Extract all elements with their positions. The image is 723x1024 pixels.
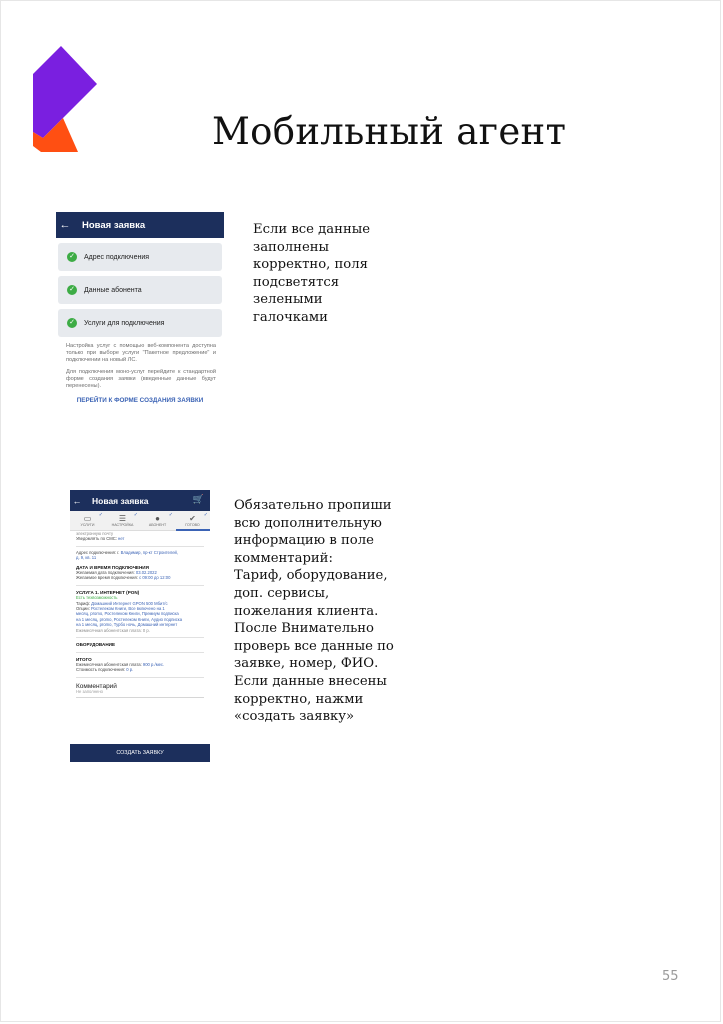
summary-line: на 1 месяц, promo, Ростелеком Книги, Аудио подписка	[76, 616, 183, 622]
summary-value: с 09:00 до 12:00	[139, 575, 171, 581]
step-subscriber[interactable]	[140, 511, 175, 530]
availability-status: Есть техвозможность	[76, 595, 118, 601]
check-icon: ✓	[203, 512, 208, 518]
request-summary	[70, 531, 210, 698]
summary-key: Уведомлять по СМС:	[76, 536, 119, 542]
check-circle-icon: ✓	[67, 318, 77, 328]
section-heading: УСЛУГА 1. ИНТЕРНЕТ (PON)	[76, 589, 140, 595]
cart-icon[interactable]: 🛒	[192, 494, 204, 504]
check-icon: ✓	[168, 512, 173, 518]
field-label: Данные абонента	[84, 286, 142, 294]
comment-label: Комментарий	[76, 682, 117, 690]
section-heading: ОБОРУДОВАНИЕ	[76, 642, 116, 648]
company-logo	[33, 46, 97, 152]
caption-green-checks: Если все данные заполнены корректно, поля подсветятся зелеными галочками	[253, 222, 371, 325]
section-heading: ДАТА И ВРЕМЯ ПОДКЛЮЧЕНИЯ	[76, 564, 149, 570]
summary-line	[76, 667, 204, 672]
field-services[interactable]	[58, 309, 222, 337]
summary-key: Опции:	[76, 606, 91, 612]
screen-title: Новая заявка	[82, 219, 146, 231]
arrow-left-icon[interactable]: ←	[72, 495, 82, 506]
summary-value: 03.02.2022	[135, 570, 157, 576]
summary-line: Ежемесячная абонентская плата: 0 р.	[76, 627, 150, 633]
field-address[interactable]	[58, 243, 222, 271]
page-number: 55	[662, 969, 679, 984]
divider	[76, 677, 204, 678]
active-step-indicator	[176, 529, 210, 531]
divider	[76, 585, 204, 586]
step-label: ГОТОВО	[185, 522, 200, 527]
summary-value: нет	[118, 536, 125, 542]
check-circle-icon: ✓	[67, 252, 77, 262]
person-icon: ●	[155, 513, 160, 523]
stepper	[70, 511, 210, 531]
caption-fill-comment: Обязательно пропиши всю дополнительную информацию в поле комментарий: Тариф, оборудование, доп. сервисы, пожелания клиента. После Внимательно проверь все данные по заявке, номер, ФИО. Если данные внесены корректно, нажми «создать заявку»	[234, 498, 394, 725]
screenshot-new-request-summary	[70, 490, 210, 762]
comment-underline	[76, 697, 204, 698]
screen-title: Новая заявка	[92, 495, 149, 506]
divider	[76, 637, 204, 638]
step-label: АБОНЕНТ	[148, 522, 167, 527]
summary-key: Желаемое время подключения:	[76, 575, 140, 581]
summary-value: 900 р./мес.	[142, 661, 165, 667]
summary-line: на 1 месяц, promo, Турбо ночь, Домашний интернет	[76, 622, 178, 628]
summary-value: Домашний Интернет GPON 500 Мбит/с	[91, 600, 168, 606]
sliders-icon: ☰	[118, 513, 127, 523]
arrow-left-icon[interactable]: ←	[59, 219, 71, 231]
summary-line: д. 9, кв. 11	[76, 555, 97, 561]
summary-line	[76, 575, 204, 580]
slide-title: Мобильный агент	[212, 110, 567, 153]
comment-input[interactable]: Не заполнено	[76, 689, 103, 695]
summary-line: месяц, promo, Ростелеком Книги, Премиум подписка	[76, 611, 179, 617]
go-to-standard-form-link[interactable]: ПЕРЕЙТИ К ФОРМЕ СОЗДАНИЯ ЗАЯВКИ	[76, 397, 204, 404]
info-note: Для подключения моно-услуг перейдите к стандартной форме создания заявки (введенные данные будут перенесены).	[66, 369, 216, 389]
app-bar	[70, 490, 210, 511]
summary-value: Владимир, пр-кт Строителей,	[120, 549, 179, 555]
check-circle-icon: ✓	[67, 285, 77, 295]
monitor-icon: ▭	[83, 513, 92, 523]
app-bar	[56, 212, 224, 238]
step-done[interactable]	[175, 511, 210, 530]
create-request-button[interactable]: СОЗДАТЬ ЗАЯВКУ	[70, 744, 210, 762]
step-services[interactable]	[70, 511, 105, 530]
summary-key: Ежемесячная абонентская плата:	[76, 661, 143, 667]
summary-key: Желаемая дата подключения:	[76, 570, 136, 576]
summary-value: Ростелеком Книги, Все включено на 1	[90, 606, 165, 612]
summary-line	[76, 536, 204, 541]
summary-key: Адрес подключения: г.	[76, 549, 121, 555]
screenshot-new-request-filled	[56, 212, 224, 428]
check-circle-icon: ✔	[189, 513, 196, 523]
field-label: Услуги для подключения	[84, 319, 165, 327]
info-note: Настройка услуг с помощью веб-компонента доступна только при выборе услуги "Пакетное предложение" и подключении на новый ЛС.	[66, 343, 216, 363]
step-label: УСЛУГИ	[80, 522, 95, 527]
summary-value: 0 р.	[126, 667, 134, 673]
section-heading: ИТОГО	[76, 656, 92, 662]
summary-line: электронную почту	[76, 531, 114, 536]
step-label: НАСТРОЙКА	[111, 522, 134, 527]
divider	[76, 652, 204, 653]
field-label: Адрес подключения	[84, 253, 150, 261]
divider	[76, 546, 204, 547]
check-icon: ✓	[98, 512, 103, 518]
check-icon: ✓	[133, 512, 138, 518]
summary-key: Стоимость подключения:	[76, 667, 127, 673]
field-subscriber[interactable]	[58, 276, 222, 304]
step-settings[interactable]	[105, 511, 140, 530]
summary-key: Тариф:	[76, 600, 92, 606]
